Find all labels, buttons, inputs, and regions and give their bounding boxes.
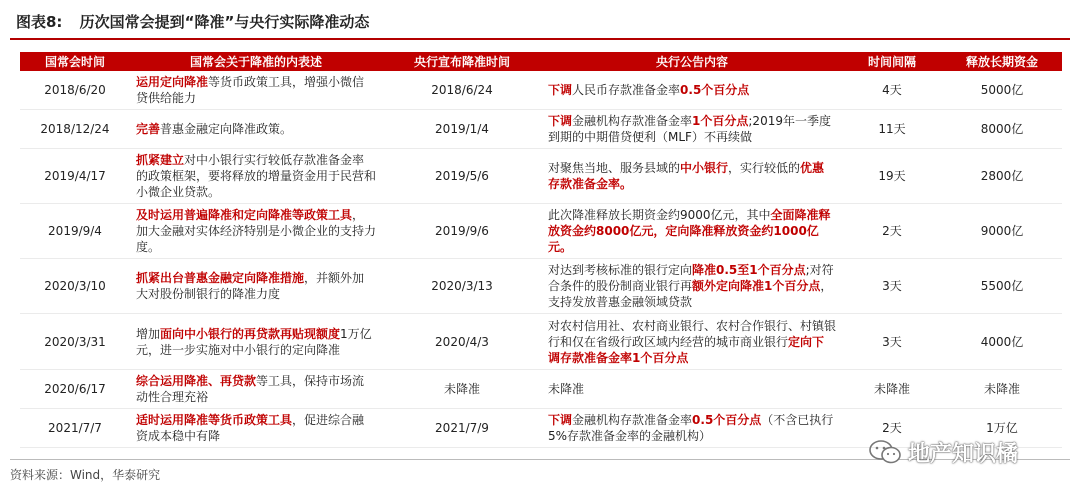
announce-date-cell: 2018/6/24 — [382, 71, 542, 110]
body-text: 对达到考核标准的银行定向 — [548, 263, 693, 277]
highlight-text: 适时运用降准等货币政策工具 — [136, 413, 293, 427]
interval-cell: 3天 — [842, 259, 942, 314]
highlight-text: 综合运用降准、再贷款 — [136, 374, 257, 388]
table-row — [20, 110, 1062, 149]
header-interval: 时间间隔 — [842, 52, 942, 71]
table-row — [20, 71, 1062, 110]
figure-title-text: 历次国常会提到“降准”与央行实际降准动态 — [79, 13, 370, 31]
highlight-text: 中小银行 — [680, 161, 729, 175]
body-text: ;2019年一季度到期的中期借贷便利（MLF）不再续做 — [548, 114, 831, 144]
table-row — [20, 314, 1062, 370]
statement-cell — [130, 110, 382, 149]
announce-date-cell: 2021/7/9 — [382, 409, 542, 448]
header-statement: 国常会关于降准的内表述 — [130, 52, 382, 71]
table-row — [20, 259, 1062, 314]
highlight-text: 抓紧建立 — [136, 153, 185, 167]
header-announce-date: 央行宣布降准时间 — [382, 52, 542, 71]
highlight-text: 下调 — [548, 83, 573, 97]
highlight-text: 及时运用普遍降准和定向降准等政策工具 — [136, 208, 353, 222]
pboc-content-cell — [542, 204, 842, 259]
released-funds-cell: 2800亿 — [942, 149, 1062, 204]
table-row — [20, 204, 1062, 259]
body-text: 增加 — [136, 326, 161, 341]
meeting-date-cell: 2018/6/20 — [20, 71, 130, 110]
highlight-text: 降准0.5至1个百分点 — [692, 263, 806, 277]
interval-cell: 3天 — [842, 314, 942, 370]
meeting-date-cell: 2020/3/31 — [20, 314, 130, 370]
highlight-text: 1个百分点 — [692, 114, 749, 128]
meeting-date-cell: 2021/7/7 — [20, 409, 130, 448]
body-text: ，支持发放普惠金融领域贷款 — [548, 279, 833, 309]
body-text: 对农村信用社、农村商业银行、农村合作银行、村镇银行和仅在省级行政区域内经营的城市商业银行 — [548, 318, 837, 349]
statement-cell — [130, 259, 382, 314]
body-text: 人民币存款准备金率 — [572, 83, 681, 97]
meeting-date-cell: 2019/4/17 — [20, 149, 130, 204]
body-text: 对聚焦当地、服务县域的 — [548, 161, 681, 175]
highlight-text: 运用定向降准 — [136, 75, 209, 89]
body-text: ，并额外加大对股份制银行的降准力度 — [136, 271, 365, 301]
statement-cell — [130, 149, 382, 204]
meeting-date-cell: 2018/12/24 — [20, 110, 130, 149]
interval-cell: 11天 — [842, 110, 942, 149]
released-funds-cell: 5000亿 — [942, 71, 1062, 110]
interval-cell: 4天 — [842, 71, 942, 110]
announce-date-cell: 2019/9/6 — [382, 204, 542, 259]
pboc-content-cell — [542, 259, 842, 314]
source-note: 资料来源：Wind，华泰研究 — [10, 468, 161, 482]
meeting-date-cell: 2020/3/10 — [20, 259, 130, 314]
statement-cell — [130, 71, 382, 110]
statement-cell — [130, 314, 382, 370]
table-row — [20, 149, 1062, 204]
highlight-text: 定向下调存款准备金率1个百分点 — [548, 334, 825, 365]
interval-cell: 未降准 — [842, 370, 942, 409]
meeting-date-cell: 2020/6/17 — [20, 370, 130, 409]
figure-title — [10, 8, 1070, 40]
body-text: 等货币政策工具，增强小微信贷供给能力 — [136, 75, 365, 105]
watermark-text: 地产知识橘 — [908, 441, 1019, 467]
pboc-content-cell — [542, 71, 842, 110]
released-funds-cell: 5500亿 — [942, 259, 1062, 314]
body-text: （不含已执行5%存款准备金率的金融机构） — [548, 413, 834, 443]
rrr-cut-table — [20, 52, 1062, 448]
released-funds-cell: 1万亿 — [942, 409, 1062, 448]
highlight-text: 下调 — [548, 114, 573, 128]
body-text: 金融机构存款准备金率 — [572, 114, 693, 128]
statement-cell — [130, 409, 382, 448]
released-funds-cell: 8000亿 — [942, 110, 1062, 149]
watermark — [868, 436, 1018, 468]
body-text: ，加大金融对实体经济特别是小微企业的支持力度。 — [136, 208, 377, 254]
announce-date-cell: 2019/1/4 — [382, 110, 542, 149]
highlight-text: 全面降准释放资金约8000亿元，定向降准释放资金约1000亿元。 — [548, 208, 831, 254]
body-text: 未降准 — [548, 382, 585, 396]
announce-date-cell: 2020/4/3 — [382, 314, 542, 370]
highlight-text: 优惠存款准备金率。 — [548, 161, 825, 191]
header-pboc-content: 央行公告内容 — [542, 52, 842, 71]
body-text: 金融机构存款准备金率 — [572, 413, 693, 427]
header-released-funds: 释放长期资金 — [942, 52, 1062, 71]
highlight-text: 下调 — [548, 413, 573, 427]
body-text: 普惠金融定向降准政策。 — [160, 122, 293, 136]
announce-date-cell: 2019/5/6 — [382, 149, 542, 204]
interval-cell: 2天 — [842, 204, 942, 259]
highlight-text: 面向中小银行的再贷款再贴现额度 — [160, 326, 341, 341]
table-row — [20, 370, 1062, 409]
statement-cell — [130, 204, 382, 259]
highlight-text: 抓紧出台普惠金融定向降准措施 — [136, 271, 305, 285]
pboc-content-cell — [542, 409, 842, 448]
body-text: ，促进综合融资成本稳中有降 — [136, 413, 365, 443]
statement-cell — [130, 370, 382, 409]
body-text: ，实行较低的 — [728, 161, 801, 175]
body-text: 等工具，保持市场流动性合理充裕 — [136, 374, 365, 404]
pboc-content-cell — [542, 110, 842, 149]
pboc-content-cell — [542, 370, 842, 409]
header-meeting-date: 国常会时间 — [20, 52, 130, 71]
figure-label: 图表8: — [16, 13, 63, 31]
wechat-icon — [868, 439, 902, 465]
table-header-row — [20, 52, 1062, 71]
body-text: 1万亿元，进一步实施对中小银行的定向降准 — [136, 326, 372, 357]
released-funds-cell: 未降准 — [942, 370, 1062, 409]
body-text: 此次降准释放长期资金约9000亿元，其中 — [548, 208, 771, 222]
highlight-text: 0.5个百分点 — [692, 413, 762, 427]
released-funds-cell: 9000亿 — [942, 204, 1062, 259]
announce-date-cell: 未降准 — [382, 370, 542, 409]
interval-cell: 19天 — [842, 149, 942, 204]
body-text: ;对符合条件的股份制商业银行再 — [548, 263, 834, 293]
released-funds-cell: 4000亿 — [942, 314, 1062, 370]
highlight-text: 完善 — [136, 122, 161, 136]
highlight-text: 0.5个百分点 — [680, 83, 750, 97]
pboc-content-cell — [542, 314, 842, 370]
announce-date-cell: 2020/3/13 — [382, 259, 542, 314]
interval-cell: 2天 — [842, 409, 942, 448]
meeting-date-cell: 2019/9/4 — [20, 204, 130, 259]
pboc-content-cell — [542, 149, 842, 204]
highlight-text: 额外定向降准1个百分点 — [692, 279, 821, 293]
body-text: 对中小银行实行较低存款准备金率的政策框架，要将释放的增量资金用于民营和小微企业贷款。 — [136, 153, 377, 199]
